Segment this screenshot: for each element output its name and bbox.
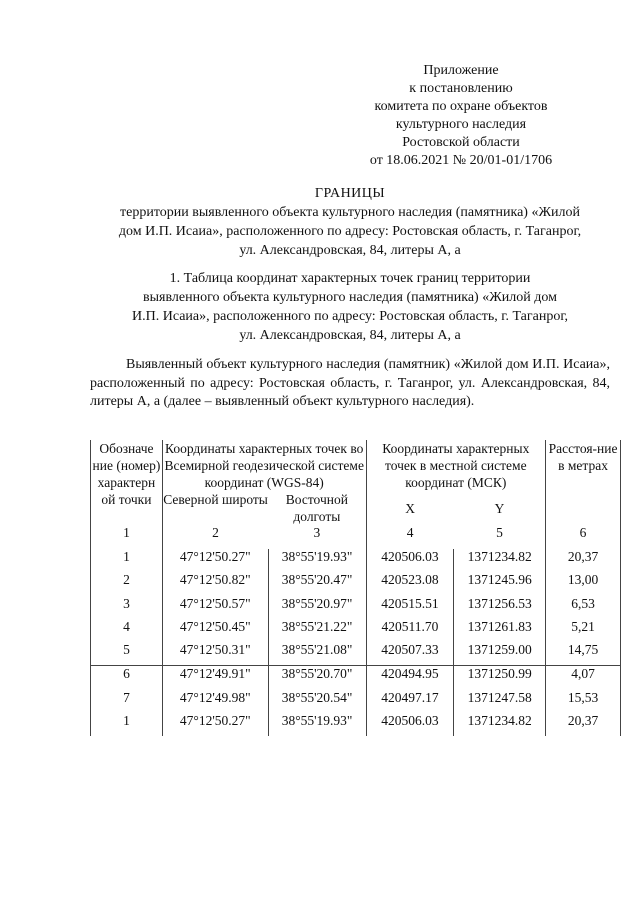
column-number: 5 [496, 525, 503, 540]
cell-latitude: 47°12'50.27" [162, 713, 268, 736]
cell-y: 1371256.53 [454, 596, 546, 619]
cell-distance: 20,37 [546, 549, 621, 572]
wgs-header: Координаты характерных точек во Всемирной геодезической системе координат (WGS-84) [162, 440, 366, 491]
cell-latitude: 47°12'50.27" [162, 549, 268, 572]
cell-x: 420497.17 [366, 690, 454, 713]
column-numbers-row [91, 525, 621, 549]
caption-line: ул. Александровская, 84, литеры А, а [239, 328, 461, 343]
cell-point: 7 [91, 690, 163, 713]
cell-y: 1371259.00 [454, 642, 546, 666]
cell-distance: 6,53 [546, 596, 621, 619]
cell-y: 1371234.82 [454, 713, 546, 736]
msk-header: Координаты характерных точек в местной системе координат (МСК) [366, 440, 546, 491]
column-number: 1 [91, 525, 163, 549]
cell-latitude: 47°12'49.98" [162, 690, 268, 713]
column-number: 6 [546, 525, 621, 549]
cell-longitude: 38°55'20.97" [268, 596, 366, 619]
cell-distance: 13,00 [546, 572, 621, 595]
cell-longitude: 38°55'21.22" [268, 619, 366, 642]
cell-longitude: 38°55'20.70" [268, 666, 366, 690]
cell-latitude: 47°12'50.45" [162, 619, 268, 642]
appendix-line: комитета по охране объектов [374, 99, 548, 114]
cell-longitude: 38°55'20.47" [268, 572, 366, 595]
subtitle-line: ул. Александровская, 84, литеры А, а [239, 243, 461, 258]
distance-header: Расстоя-ние в метрах [546, 440, 621, 525]
intro-text: Выявленный объект культурного наследия (памятник) «Жилой дом И.П. Исаиа», расположенный по адресу: Ростовская область, г. Таганрог, ул. Александровская, 84, литеры А, а (далее – выявленный объект культурного наследия). [90, 357, 610, 409]
cell-longitude: 38°55'21.08" [268, 642, 366, 666]
point-id-header: Обозначе ние (номер) характерн ой точки [91, 440, 163, 525]
cell-x: 420515.51 [366, 596, 454, 619]
intro-paragraph [90, 356, 610, 412]
cell-x: 420511.70 [366, 619, 454, 642]
cell-y: 1371261.83 [454, 619, 546, 642]
cell-latitude: 47°12'50.82" [162, 572, 268, 595]
cell-y: 1371245.96 [454, 572, 546, 595]
cell-x: 420507.33 [366, 642, 454, 666]
coordinates-table [90, 440, 621, 736]
table-row [91, 690, 621, 713]
caption-line: И.П. Исаиа», расположенного по адресу: Ростовская область, г. Таганрог, [131, 309, 569, 324]
appendix-line: от 18.06.2021 № 20/01-01/1706 [369, 153, 553, 168]
cell-x: 420506.03 [366, 549, 454, 572]
cell-distance: 5,21 [546, 619, 621, 642]
column-number: 2 [162, 525, 268, 549]
title-block [90, 184, 610, 260]
cell-y: 1371234.82 [454, 549, 546, 572]
document-title: ГРАНИЦЫ [314, 186, 386, 201]
table-row [91, 572, 621, 595]
column-number: 3 [313, 525, 321, 540]
cell-latitude: 47°12'50.31" [162, 642, 268, 666]
cell-y: 1371250.99 [454, 666, 546, 690]
appendix-line: культурного наследия [395, 117, 527, 132]
appendix-line: Ростовской области [402, 135, 520, 150]
column-number: 4 [366, 525, 454, 549]
subtitle-line: дом И.П. Исаиа», расположенного по адресу: Ростовская область, г. Таганрог, [118, 224, 582, 239]
cell-point: 2 [91, 572, 163, 595]
cell-distance: 20,37 [546, 713, 621, 736]
cell-point: 1 [91, 713, 163, 736]
table-row [91, 666, 621, 690]
table-caption [90, 269, 610, 345]
cell-longitude: 38°55'20.54" [268, 690, 366, 713]
latitude-header: Северной широты [162, 491, 268, 525]
cell-distance: 15,53 [546, 690, 621, 713]
cell-point: 6 [91, 666, 163, 690]
table-subheader-row [91, 491, 621, 525]
cell-latitude: 47°12'49.91" [162, 666, 268, 690]
table-row [91, 619, 621, 642]
cell-x: 420523.08 [366, 572, 454, 595]
cell-x: 420494.95 [366, 666, 454, 690]
table-row [91, 596, 621, 619]
y-header: Y [494, 500, 505, 516]
x-header: X [366, 491, 454, 525]
appendix-line: к постановлению [409, 81, 513, 96]
cell-longitude: 38°55'19.93" [268, 713, 366, 736]
cell-point: 4 [91, 619, 163, 642]
cell-distance: 4,07 [546, 666, 621, 690]
cell-point: 1 [91, 549, 163, 572]
document-subtitle [90, 203, 610, 260]
cell-point: 3 [91, 596, 163, 619]
cell-longitude: 38°55'19.93" [268, 549, 366, 572]
table-row [91, 642, 621, 666]
cell-y: 1371247.58 [454, 690, 546, 713]
subtitle-line: территории выявленного объекта культурного наследия (памятника) «Жилой [120, 205, 580, 220]
cell-distance: 14,75 [546, 642, 621, 666]
cell-x: 420506.03 [366, 713, 454, 736]
appendix-block [311, 62, 611, 170]
appendix-line: Приложение [423, 63, 499, 78]
longitude-header: Восточной долготы [285, 492, 348, 524]
caption-line: 1. Таблица координат характерных точек границ территории [169, 271, 531, 286]
table-row [91, 549, 621, 572]
caption-line: выявленного объекта культурного наследия (памятника) «Жилой дом [143, 290, 557, 305]
cell-point: 5 [91, 642, 163, 666]
table-row [91, 713, 621, 736]
cell-latitude: 47°12'50.57" [162, 596, 268, 619]
table-header-row [91, 440, 621, 491]
